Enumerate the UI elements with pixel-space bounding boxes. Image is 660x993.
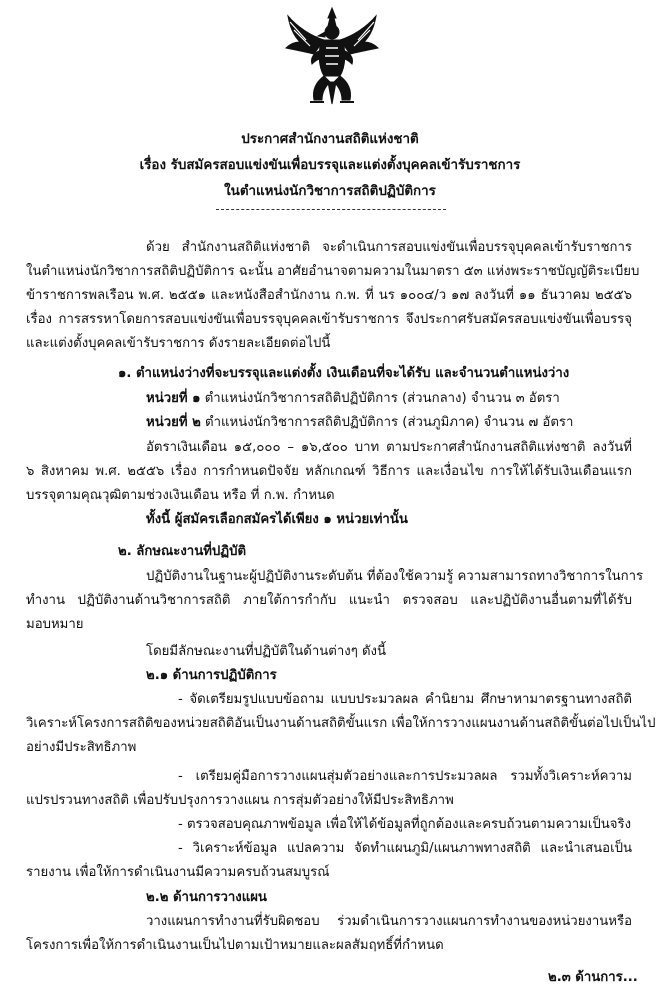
continued-marker: ๒.๓ ด้านการ...: [548, 970, 638, 985]
subsection-2-1-heading: ๒.๑ ด้านการปฏิบัติการ: [146, 668, 277, 683]
salary-line: อัตราเงินเดือน ๑๕,๐๐๐ – ๑๖,๕๐๐ บาท ตามประกาศสำนักงานสถิติแห่งชาติ ลงวันที่: [146, 440, 632, 455]
operation-item: - เตรียมคู่มือการวางแผนสุ่มตัวอย่างและการประมวลผล รวมทั้งวิเคราะห์ความ: [178, 769, 632, 784]
unit-2: [146, 413, 573, 433]
salary-line: ๖ สิงหาคม พ.ศ. ๒๕๕๖ เรื่อง การกำหนดปัจจัย หลักเกณฑ์ วิธีการ และเงื่อนไข การให้ได้รับเงินเดือนแรก: [26, 464, 632, 479]
operation-item: - จัดเตรียมรูปแบบข้อถาม แบบประมวลผล คำนิยาม ศึกษาหามาตรฐานทางสถิติ: [178, 692, 632, 707]
subsection-2-2-heading: ๒.๒ ด้านการวางแผน: [146, 890, 267, 905]
planning-line: วางแผนการทำงานที่รับผิดชอบ ร่วมดำเนินการวางแผนการทำงานของหน่วยงานหรือ: [146, 914, 632, 929]
section-1-heading: ๑. ตำแหน่งว่างที่จะบรรจุและแต่งตั้ง เงินเดือนที่จะได้รับ และจำนวนตำแหน่งว่าง: [118, 366, 570, 381]
unit-1-text: ตำแหน่งนักวิชาการสถิติปฏิบัติการ (ส่วนกลาง) จำนวน ๓ อัตรา: [204, 391, 560, 406]
section-2-heading: ๒. ลักษณะงานที่ปฏิบัติ: [118, 544, 247, 559]
unit-1: [146, 389, 560, 409]
operation-item: รายงาน เพื่อให้การดำเนินงานมีความครบถ้วนสมบูรณ์: [26, 865, 330, 880]
unit-2-text: ตำแหน่งนักวิชาการสถิติปฏิบัติการ (ส่วนภูมิภาค) จำนวน ๗ อัตรา: [205, 415, 574, 430]
operation-item: - วิเคราะห์ข้อมูล แปลความ จัดทำแผนภูมิ/แผนภาพทางสถิติ และนำเสนอเป็น: [178, 841, 632, 856]
unit-1-label: หน่วยที่ ๑: [146, 391, 201, 406]
intro-line: เรื่อง การสรรหาโดยการสอบแข่งขันเพื่อบรรจุบุคคลเข้ารับราชการ จึงประกาศรับสมัครสอบแข่งขันเพื่อบรรจุ: [26, 312, 632, 327]
operation-item: วิเคราะห์โครงการสถิติของหน่วยสถิติอันเป็นงานด้านสถิติขั้นแรก เพื่อให้การวางแผนงานด้านสถิติขั้นต่อไปเป็นไป: [26, 716, 656, 731]
intro-line: และแต่งตั้งบุคคลเข้ารับราชการ ดังรายละเอียดต่อไปนี้: [26, 336, 331, 351]
operation-item: แปรปรวนทางสถิติ เพื่อปรับปรุงการวางแผน การสุ่มตัวอย่างให้มีประสิทธิภาพ: [26, 793, 454, 808]
salary-line: บรรจุตามคุณวุฒิตามช่วงเงินเดือน หรือ ที่ ก.พ. กำหนด: [26, 488, 335, 503]
operation-item: - ตรวจสอบคุณภาพข้อมูล เพื่อให้ได้ข้อมูลที่ถูกต้องและครบถ้วนตามความเป็นจริง: [178, 817, 632, 832]
intro-line: ข้าราชการพลเรือน พ.ศ. ๒๕๕๑ และหนังสือสำนักงาน ก.พ. ที่ นร ๑๐๐๔/ว ๑๗ ลงวันที่ ๑๑ ธันวาคม ๒๕๕๖: [26, 288, 632, 303]
unit-2-label: หน่วยที่ ๒: [146, 415, 201, 430]
operation-item: อย่างมีประสิทธิภาพ: [26, 740, 137, 755]
intro-line: ด้วย สำนักงานสถิติแห่งชาติ จะดำเนินการสอบแข่งขันเพื่อบรรจุบุคคลเข้ารับราชการ: [146, 240, 632, 255]
intro-line: ในตำแหน่งนักวิชาการสถิติปฏิบัติการ ฉะนั้น อาศัยอำนาจตามความในมาตรา ๕๓ แห่งพระราชบัญญัติระเบียบ: [26, 264, 640, 279]
planning-line: โครงการเพื่อให้การดำเนินงานเป็นไปตามเป้าหมายและผลสัมฤทธิ์ที่กำหนด: [26, 938, 444, 953]
applicant-note: ทั้งนี้ ผู้สมัครเลือกสมัครได้เพียง ๑ หน่วยเท่านั้น: [146, 512, 408, 527]
job-desc-line: ปฏิบัติงานในฐานะผู้ปฏิบัติงานระดับต้น ที่ต้องใช้ความรู้ ความสามารถทางวิชาการในการ: [146, 569, 644, 584]
header-divider: [216, 209, 446, 210]
job-desc-line: มอบหมาย: [26, 617, 84, 632]
aspects-intro: โดยมีลักษณะงานที่ปฏิบัติในด้านต่างๆ ดังนี้: [146, 644, 386, 659]
announcement-position: ในตำแหน่งนักวิชาการสถิติปฏิบัติการ: [224, 184, 436, 199]
announcement-subject: เรื่อง รับสมัครสอบแข่งขันเพื่อบรรจุและแต่งตั้งบุคคลเข้ารับราชการ: [139, 158, 521, 173]
announcement-title: ประกาศสำนักงานสถิติแห่งชาติ: [241, 132, 419, 147]
garuda-emblem: [284, 6, 380, 106]
job-desc-line: ทำงาน ปฏิบัติงานด้านวิชาการสถิติ ภายใต้การกำกับ แนะนำ ตรวจสอบ และปฏิบัติงานอื่นตามที่ได้รับ: [26, 593, 632, 608]
